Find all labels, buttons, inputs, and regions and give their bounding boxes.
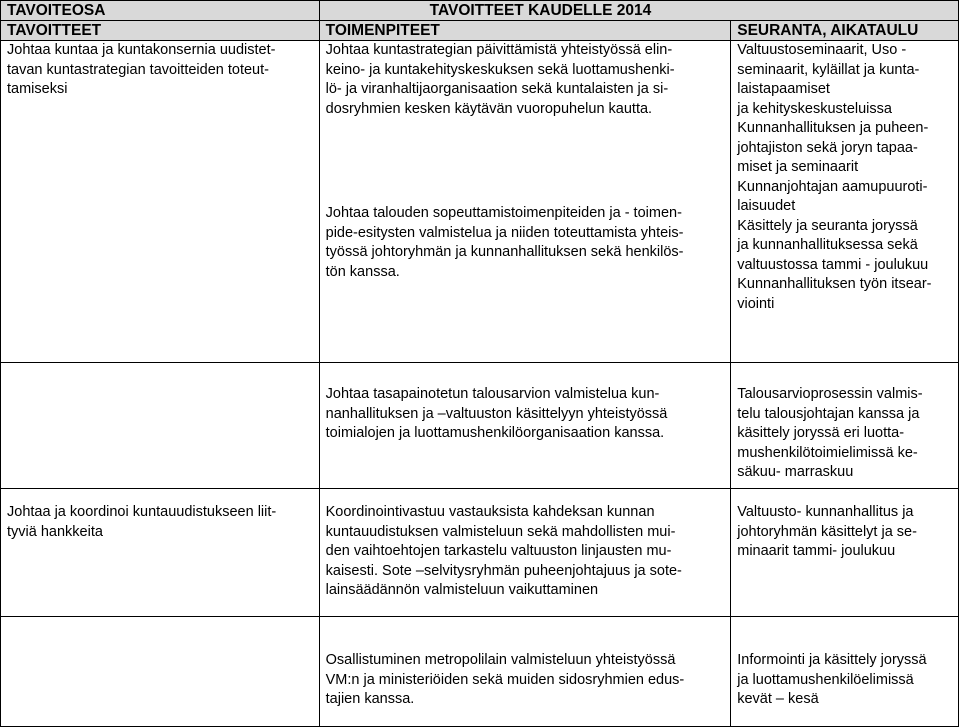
followup-line: mushenkilötoimielimissä ke- <box>737 444 918 461</box>
followup-cell <box>731 363 959 489</box>
action-line: työssä johtoryhmän ja kunnanhallituksen sekä henkilös- <box>325 244 684 260</box>
goal-cell <box>1 489 320 617</box>
action-line: nanhallituksen ja –valtuuston käsittelyyn yhteistyössä <box>325 405 668 422</box>
table-row <box>1 41 959 363</box>
followup-line: Talousarvioprosessin valmis- <box>737 386 923 402</box>
title-row <box>1 1 959 21</box>
action-line: Osallistuminen metropolilain valmisteluun yhteistyössä <box>325 652 676 668</box>
action-line: VM:n ja ministeriöiden sekä muiden sidosryhmien edus- <box>325 671 685 688</box>
action-line: Johtaa tasapainotetun talousarvion valmistelua kun- <box>325 386 660 402</box>
followup-line: johtoryhmän käsittelyt ja se- <box>737 523 917 540</box>
goal-line: tyviä hankkeita <box>7 523 103 540</box>
action-line: lö- ja viranhaltijaorganisaation sekä kuntalaisten ja si- <box>325 81 669 97</box>
actions-cell <box>319 489 731 617</box>
followup-cell <box>731 489 959 617</box>
action-line: tön kanssa. <box>325 263 400 280</box>
column-header-row <box>1 21 959 41</box>
action-line: lainsäädännön valmisteluun vaikuttaminen <box>325 582 599 598</box>
followup-line: Kunnanhallituksen ja puheen- <box>737 120 929 136</box>
actions-cell <box>319 617 731 727</box>
action-line: toimialojen ja luottamushenkilöorganisaation kanssa. <box>325 425 665 441</box>
goal-line: Johtaa kuntaa ja kuntakonsernia uudistet- <box>7 42 276 58</box>
goal-cell <box>1 617 320 727</box>
followup-line: miset ja seminaarit <box>737 159 859 175</box>
action-line: kaisesti. Sote –selvitysryhmän puheenjohtajuus ja sote- <box>325 562 682 579</box>
followup-line: telu talousjohtajan kanssa ja <box>737 405 920 422</box>
actions-cell <box>319 41 731 363</box>
followup-line: ja luottamushenkilöelimissä <box>737 671 914 688</box>
followup-line: laistapaamiset <box>737 81 830 97</box>
action-line: pide-esitysten valmistelua ja niiden toteuttamista yhteis- <box>325 224 684 241</box>
table-row <box>1 489 959 617</box>
followup-line: Kunnanjohtajan aamupuuroti- <box>737 178 928 195</box>
followup-line: ja kehityskeskusteluissa <box>737 100 892 117</box>
followup-cell <box>731 617 959 727</box>
followup-line: Valtuusto- kunnanhallitus ja <box>737 504 914 520</box>
action-line: Koordinointivastuu vastauksista kahdeksan kunnan <box>325 504 655 520</box>
goal-cell <box>1 41 320 363</box>
followup-line: seminaarit, kyläillat ja kunta- <box>737 61 920 78</box>
goal-line: Johtaa ja koordinoi kuntauudistukseen liit- <box>7 504 277 520</box>
followup-line: minaarit tammi- joulukuu <box>737 543 896 559</box>
table-row <box>1 617 959 727</box>
goal-line: tamiseksi <box>7 81 68 97</box>
actions-cell <box>319 363 731 489</box>
followup-line: säkuu- marraskuu <box>737 464 854 480</box>
period-title-text: TAVOITTEET KAUDELLE 2014 <box>429 2 652 19</box>
table-row <box>1 363 959 489</box>
action-line: dosryhmien kesken käytävän vuoropuhelun kautta. <box>325 100 653 117</box>
action-line: Johtaa kuntastrategian päivittämistä yhteistyössä elin- <box>325 42 673 58</box>
followup-line: valtuustossa tammi - joulukuu <box>737 256 929 273</box>
followup-line: Kunnanhallituksen työn itsear- <box>737 276 932 292</box>
action-line: keino- ja kuntakehityskeskuksen sekä luottamushenki- <box>325 61 675 78</box>
followup-line: Valtuustoseminaarit, Uso - <box>737 42 907 58</box>
section-title: TAVOITEOSA <box>1 1 320 21</box>
period-title <box>319 1 958 21</box>
followup-line: laisuudet <box>737 198 796 214</box>
followup-line: Käsittely ja seuranta joryssä <box>737 217 918 234</box>
followup-line: käsittely joryssä eri luotta- <box>737 425 905 441</box>
column-header-followup: SEURANTA, AIKATAULU <box>731 21 959 41</box>
action-line: kuntauudistuksen valmisteluun sekä mahdollisten mui- <box>325 523 676 540</box>
column-header-actions: TOIMENPITEET <box>319 21 731 41</box>
followup-line: Informointi ja käsittely joryssä <box>737 652 927 668</box>
followup-line: viointi <box>737 295 775 312</box>
goal-line: tavan kuntastrategian tavoitteiden toteut- <box>7 61 269 78</box>
action-line: tajien kanssa. <box>325 691 415 707</box>
action-line: Johtaa talouden sopeuttamistoimenpiteiden ja - toimen- <box>325 205 682 221</box>
followup-line: ja kunnanhallituksessa sekä <box>737 237 918 253</box>
followup-line: kevät – kesä <box>737 691 819 707</box>
column-header-goals: TAVOITTEET <box>1 21 320 41</box>
action-line: den vaihtoehtojen tarkastelu valtuuston linjausten mu- <box>325 543 672 559</box>
goal-cell <box>1 363 320 489</box>
followup-cell <box>731 41 959 363</box>
followup-line: johtajiston sekä joryn tapaa- <box>737 139 918 156</box>
